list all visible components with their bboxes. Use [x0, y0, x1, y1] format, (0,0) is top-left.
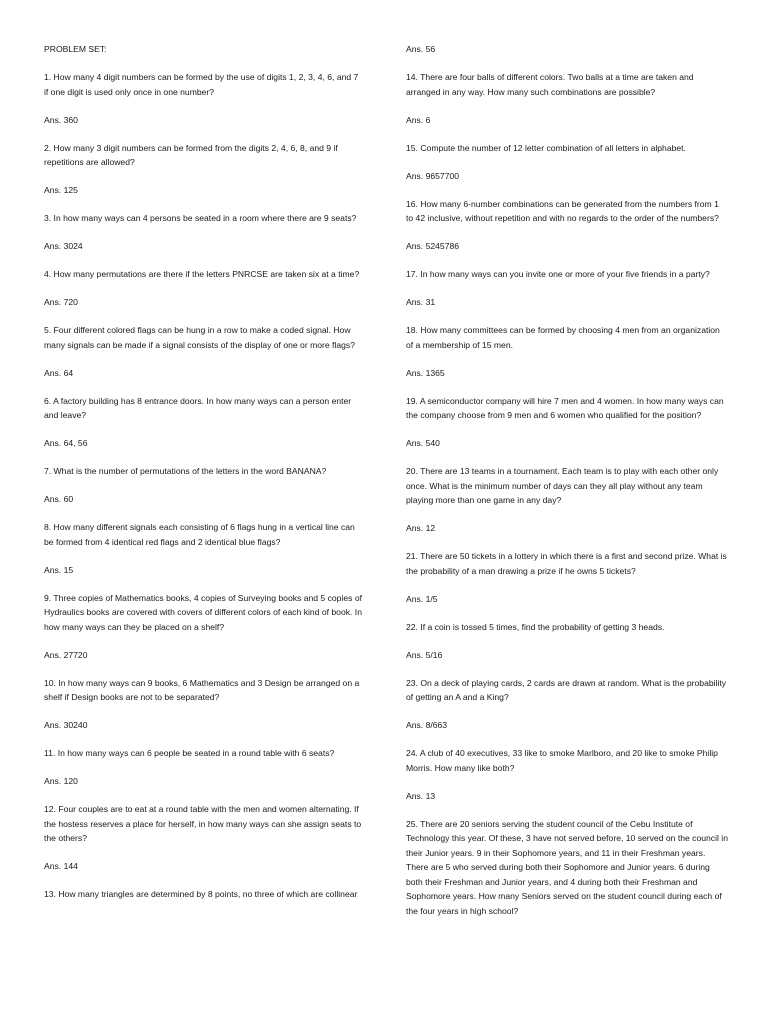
problem-16: 16. How many 6-number combinations can be generated from the numbers from 1 to 42 inclusive, without repetition and with no regards to the order of the numbers?	[406, 198, 722, 223]
problem-12: 12. Four couples are to eat at a round table with the men and women alternating. If the hostess reserves a place for herself, in how many ways can she assign seats to the others?	[44, 804, 364, 843]
answer-17: Ans. 31	[406, 297, 436, 307]
problem-21: 21. There are 50 tickets in a lottery in which there is a first and second prize. What is the probability of a man drawing a prize if he owns 5 tickets?	[406, 551, 730, 576]
problem-7: 7. What is the number of permutations of the letters in the word BANANA?	[44, 466, 327, 476]
problem-14: 14. There are four balls of different colors. Two balls at a time are taken and arranged in any way. How many such combinations are possible?	[406, 72, 696, 97]
answer-21: Ans. 1/5	[406, 593, 438, 604]
problem-18: 18. How many committees can be formed by choosing 4 men from an organization of a membership of 15 men.	[406, 325, 723, 350]
answer-16: Ans. 5245786	[406, 241, 460, 251]
problem-9: 9. Three copies of Mathematics books, 4 copies of Surveying books and 5 copies of Hydraulics books are covered with covers of different colors of each kind of book. In how many ways can they be placed on a shelf?	[44, 592, 365, 632]
answer-24: Ans. 13	[406, 790, 436, 801]
right-column	[406, 42, 731, 932]
problem-10: 10. In how many ways can 9 books, 6 Mathematics and 3 Design be arranged on a shelf if Design books are not to be separated?	[44, 677, 362, 702]
answer-11: Ans. 120	[44, 776, 78, 786]
answer-3: Ans. 3024	[44, 241, 83, 251]
problem-24: 24. A club of 40 executives, 33 like to smoke Marlboro, and 20 like to smoke Philip Morris. How many like both?	[406, 748, 721, 773]
page-title: PROBLEM SET:	[44, 44, 107, 54]
problem-25: 25. There are 20 seniors serving the student council of the Cebu Institute of Technology this year. Of these, 3 have not served before, 10 served on the council in their Junior years. 9 in their Sophomore years, and 11 in their Freshman years. There are 5 who served during both their Sophomore and Junior years. 6 during both their Freshman and Junior years, and 4 during both their Freshman and Sophomore years. How many Seniors served on the student council during each of the four years in high school?	[406, 818, 731, 916]
problem-4: 4. How many permutations are there if the letters PNRCSE are taken six at a time?	[44, 269, 360, 279]
problem-20: 20. There are 13 teams in a tournament. Each team is to play with each other only once. What is the minimum number of days can they all play without any team playing more than one game in any day?	[406, 466, 721, 505]
answer-22: Ans. 5/16	[406, 649, 443, 660]
problem-8: 8. How many different signals each consisting of 6 flags hung in a vertical line can be formed from 4 identical red flags and 2 identical blue flags?	[44, 522, 358, 547]
answer-4: Ans. 720	[44, 297, 78, 307]
problem-1: 1. How many 4 digit numbers can be formed by the use of digits 1, 2, 3, 4, 6, and 7 if one digit is used only once in one number?	[44, 72, 361, 97]
problem-2: 2. How many 3 digit numbers can be formed from the digits 2, 4, 6, 8, and 9 if repetitions are allowed?	[44, 142, 341, 167]
left-column	[44, 42, 364, 915]
problem-5: 5. Four different colored flags can be hung in a row to make a coded signal. How many signals can be made if a signal consists of the display of one or more flags?	[44, 325, 355, 350]
problem-19: 19. A semiconductor company will hire 7 men and 4 women. In how many ways can the company choose from 9 men and 6 women who qualified for the position?	[406, 395, 727, 420]
answer-19: Ans. 540	[406, 438, 440, 448]
answer-7: Ans. 60	[44, 494, 74, 504]
answer-2: Ans. 125	[44, 185, 78, 195]
answer-6: Ans. 64, 56	[44, 438, 88, 448]
answer-10: Ans. 30240	[44, 720, 88, 730]
answer-1: Ans. 360	[44, 114, 78, 125]
problem-11: 11. In how many ways can 6 people be seated in a round table with 6 seats?	[44, 748, 335, 758]
answer-18: Ans. 1365	[406, 367, 445, 378]
answer-15: Ans. 9657700	[406, 170, 460, 181]
problem-17: 17. In how many ways can you invite one or more of your five friends in a party?	[406, 269, 710, 279]
problem-13: 13. How many triangles are determined by 8 points, no three of which are collinear	[44, 889, 358, 899]
answer-23: Ans. 8/663	[406, 720, 448, 730]
answer-20: Ans. 12	[406, 523, 436, 533]
problem-23: 23. On a deck of playing cards, 2 cards are drawn at random. What is the probability of getting an A and a King?	[406, 677, 729, 702]
answer-8: Ans. 15	[44, 564, 74, 575]
problem-15: 15. Compute the number of 12 letter combination of all letters in alphabet.	[406, 142, 686, 153]
problem-3: 3. In how many ways can 4 persons be seated in a room where there are 9 seats?	[44, 213, 357, 223]
answer-13: Ans. 56	[406, 44, 436, 54]
problem-22: 22. If a coin is tossed 5 times, find the probability of getting 3 heads.	[406, 621, 665, 632]
problem-6: 6. A factory building has 8 entrance doors. In how many ways can a person enter and leave?	[44, 395, 354, 420]
answer-14: Ans. 6	[406, 114, 431, 125]
answer-9: Ans. 27720	[44, 649, 88, 660]
answer-5: Ans. 64	[44, 367, 74, 378]
answer-12: Ans. 144	[44, 861, 78, 871]
